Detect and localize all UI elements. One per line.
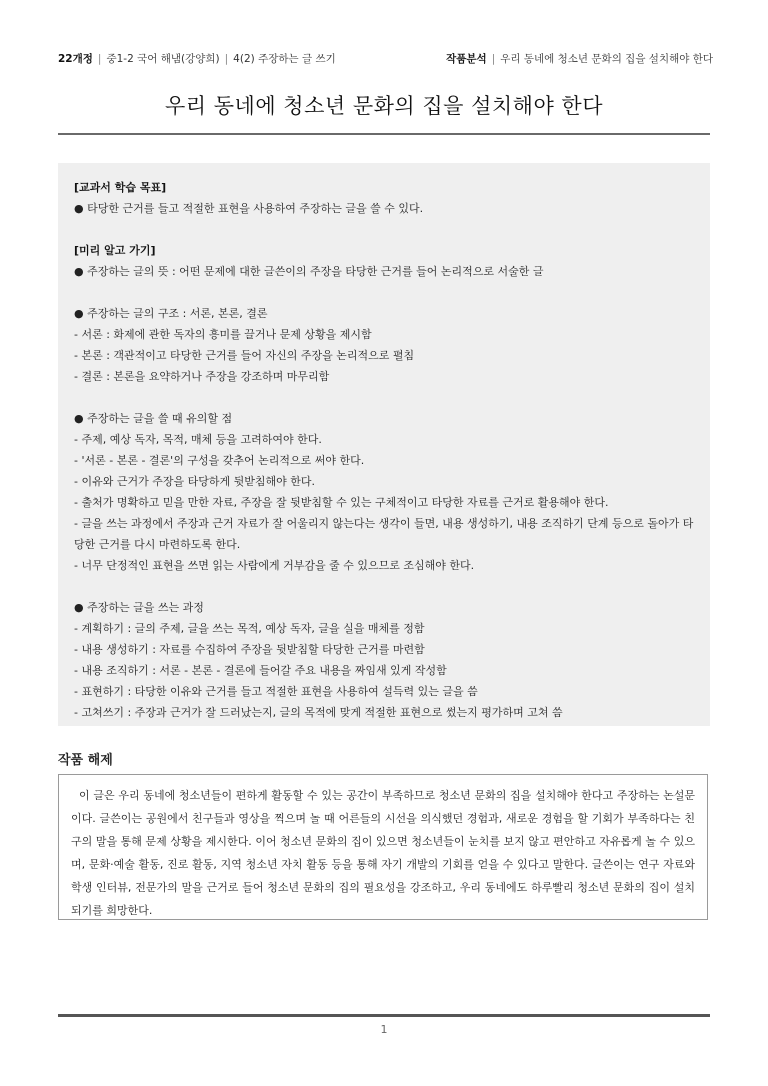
- page-title: 우리 동네에 청소년 문화의 집을 설치해야 한다: [165, 94, 603, 118]
- objective-text: ● 타당한 근거를 들고 적절한 표현을 사용하여 주장하는 글을 쓸 수 있다.: [74, 202, 424, 215]
- analysis-box: [58, 774, 708, 920]
- list-item: - 출처가 명확하고 믿을 만한 자료, 주장을 잘 뒷받침할 수 있는 구체적이고 타당한 자료를 근거로 활용해야 한다.: [74, 496, 609, 509]
- list-item: - 너무 단정적인 표현을 쓰면 읽는 사람에게 거부감을 줄 수 있으므로 조심해야 한다.: [74, 559, 475, 572]
- list-item: - 표현하기 : 타당한 이유와 근거를 들고 적절한 표현을 사용하여 설득력 있는 글을 씀: [74, 685, 478, 698]
- analysis-text: 이 글은 우리 동네에 청소년들이 편하게 활동할 수 있는 공간이 부족하므로 청소년 문화의 집을 설치해야 한다고 주장하는 논설문이다. 글쓴이는 공원에서 친구들과 영상을 찍으며 놀 때 어른들의 시선을 의식했던 경험과, 새로운 경험을 할 기회가 부족하다는 친구의 말을 통해 문제 상황을 제시한다. 이어 청소년 문화의 집이 있으면 청소년들이 눈치를 보지 않고 편안하고 자유롭게 놀 수 있으며, 문화·예술 활동, 진로 활동, 지역 청소년 자치 활동 등을 통해 자기 개발의 기회를 얻을 수 있다고 말한다. 글쓴이는 연구 자료와 학생 인터뷰, 전문가의 말을 근거로 들어 청소년 문화의 집의 필요성을 강조하고, 우리 동네에도 하루빨리 청소년 문화의 집이 설치되기를 희망한다.: [71, 789, 695, 917]
- header-course: 중1-2 국어 해냄(강양희): [106, 53, 220, 65]
- list-item: - '서론 - 본론 - 결론'의 구성을 갖추어 논리적으로 써야 한다.: [74, 454, 365, 467]
- structure-heading: ● 주장하는 글의 구조 : 서론, 본론, 결론: [74, 307, 268, 320]
- process-heading: ● 주장하는 글을 쓰는 과정: [74, 601, 204, 614]
- list-item: - 결론 : 본론을 요약하거나 주장을 강조하며 마무리함: [74, 370, 330, 383]
- list-item: - 글을 쓰는 과정에서 주장과 근거 자료가 잘 어울리지 않는다는 생각이 들면, 내용 생성하기, 내용 조직하기 단계 등으로 돌아가 타당한 근거를 다시 마련하도록 한다.: [74, 517, 694, 551]
- summary-box: [58, 163, 710, 726]
- header-course-info: 22개정 | 중1-2 국어 해냄(강양희) | 4(2) 주장하는 글 쓰기: [58, 53, 336, 65]
- header-doc-info: 작품분석 | 우리 동네에 청소년 문화의 집을 설치해야 한다: [446, 53, 713, 65]
- meaning-text: ● 주장하는 글의 뜻 : 어떤 문제에 대한 글쓴이의 주장을 타당한 근거를 들어 논리적으로 서술한 글: [74, 265, 544, 278]
- analysis-label: 작품 해제: [58, 753, 113, 768]
- caution-heading: ● 주장하는 글을 쓸 때 유의할 점: [74, 412, 233, 425]
- header-unit: 4(2) 주장하는 글 쓰기: [233, 53, 336, 65]
- page-header: [58, 51, 713, 69]
- list-item: - 계획하기 : 글의 주제, 글을 쓰는 목적, 예상 독자, 글을 실을 매체를 정함: [74, 622, 425, 635]
- objective-heading: [교과서 학습 목표]: [74, 181, 167, 194]
- header-category: 작품분석: [446, 53, 487, 65]
- list-item: - 서론 : 화제에 관한 독자의 흥미를 끌거나 문제 상황을 제시함: [74, 328, 372, 341]
- title-divider: [58, 133, 710, 135]
- list-item: - 고쳐쓰기 : 주장과 근거가 잘 드러났는지, 글의 목적에 맞게 적절한 표현으로 썼는지 평가하며 고쳐 씀: [74, 706, 563, 719]
- list-item: - 이유와 근거가 주장을 타당하게 뒷받침해야 한다.: [74, 475, 315, 488]
- header-edition: 22개정: [58, 53, 93, 65]
- list-item: - 내용 조직하기 : 서론 - 본론 - 결론에 들어갈 주요 내용을 짜임새 있게 작성함: [74, 664, 447, 677]
- list-item: - 본론 : 객관적이고 타당한 근거를 들어 자신의 주장을 논리적으로 펼침: [74, 349, 415, 362]
- footer-divider: [58, 1014, 710, 1017]
- list-item: - 내용 생성하기 : 자료를 수집하여 주장을 뒷받침할 타당한 근거를 마련함: [74, 643, 425, 656]
- list-item: - 주제, 예상 독자, 목적, 매체 등을 고려하여야 한다.: [74, 433, 322, 446]
- header-doc-title: 우리 동네에 청소년 문화의 집을 설치해야 한다: [500, 53, 713, 65]
- preview-heading: [미리 알고 가기]: [74, 244, 156, 257]
- page-number: 1: [380, 1023, 388, 1036]
